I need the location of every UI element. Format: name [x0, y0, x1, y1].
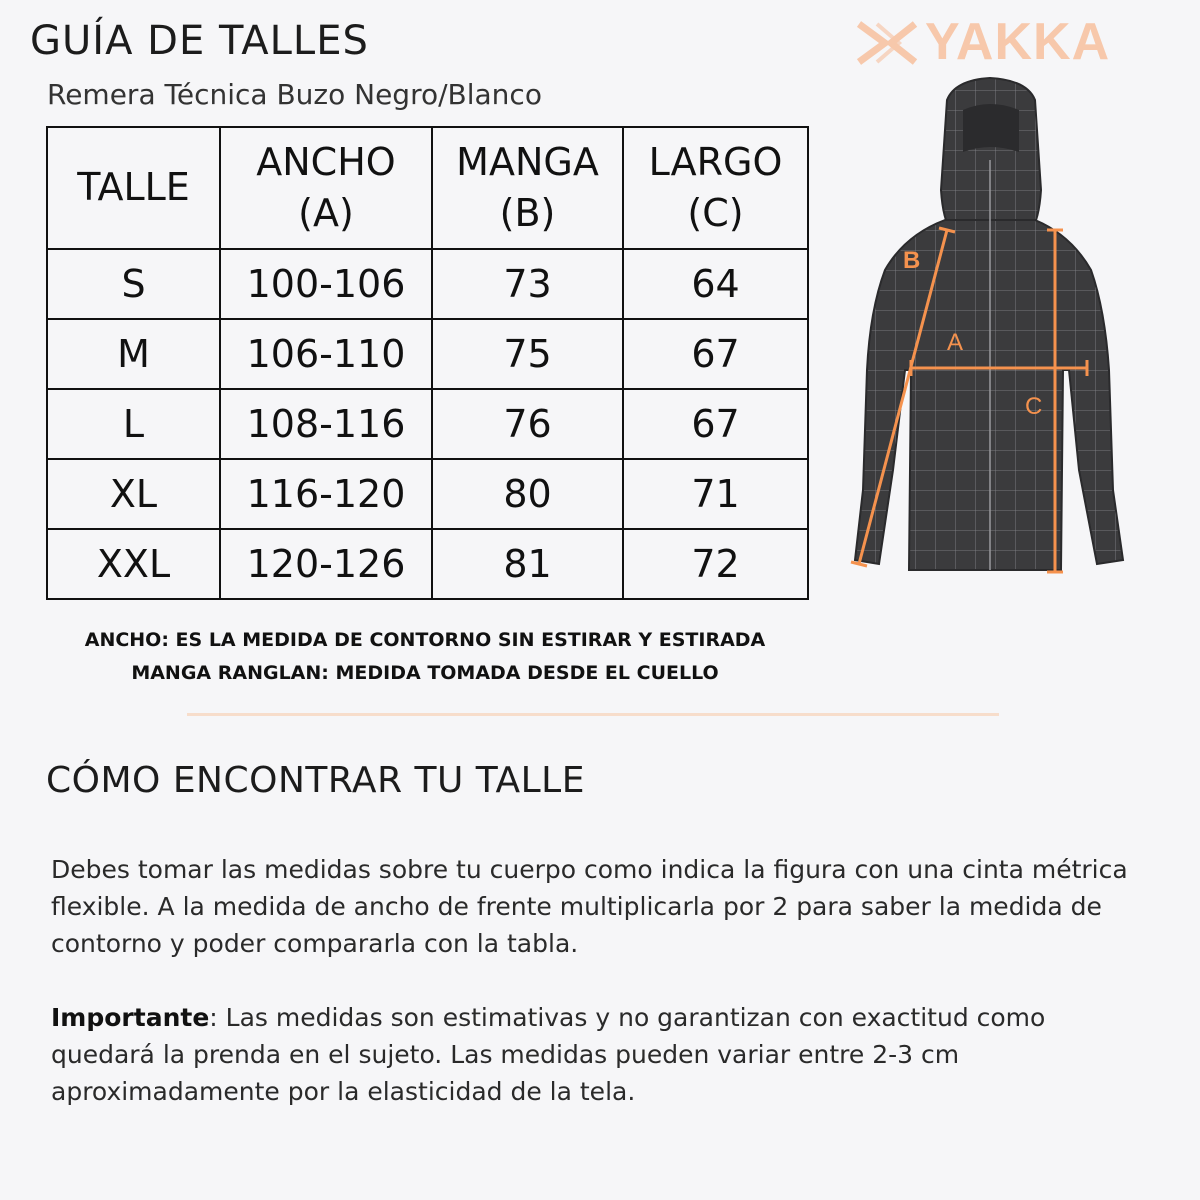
- header-largo: LARGO (C): [623, 127, 808, 249]
- cell-ancho: 116-120: [220, 459, 432, 529]
- note-ancho: ANCHO: ES LA MEDIDA DE CONTORNO SIN ESTIRAR Y ESTIRADA: [84, 629, 766, 651]
- table-row: [47, 389, 808, 459]
- important-paragraph: [51, 999, 1151, 1110]
- cell-size: XL: [47, 459, 220, 529]
- cell-largo: 64: [623, 249, 808, 319]
- cell-manga: 81: [432, 529, 623, 599]
- brand-name: YAKKA: [925, 13, 1111, 71]
- cell-size: S: [47, 249, 220, 319]
- cell-manga: 73: [432, 249, 623, 319]
- table-row: [47, 459, 808, 529]
- table-row: [47, 529, 808, 599]
- cell-manga: 76: [432, 389, 623, 459]
- cell-largo: 67: [623, 389, 808, 459]
- cell-size: M: [47, 319, 220, 389]
- label-a: A: [947, 329, 964, 356]
- label-b: B: [903, 247, 921, 274]
- cell-manga: 75: [432, 319, 623, 389]
- instructions-paragraph: Debes tomar las medidas sobre tu cuerpo como indica la figura con una cinta métrica flexible. A la medida de ancho de frente multiplicarla por 2 para saber la medida de contorno y poder compararla con la tabla.: [51, 855, 1128, 958]
- hoodie-body: [855, 220, 1123, 570]
- cell-largo: 67: [623, 319, 808, 389]
- header-manga: MANGA (B): [432, 127, 623, 249]
- cell-manga: 80: [432, 459, 623, 529]
- header-ancho: ANCHO (A): [220, 127, 432, 249]
- important-label: Importante: [51, 1003, 210, 1032]
- cell-ancho: 108-116: [220, 389, 432, 459]
- header-talle: TALLE: [47, 127, 220, 249]
- cell-largo: 72: [623, 529, 808, 599]
- table-header-row: [47, 127, 808, 249]
- product-subtitle: Remera Técnica Buzo Negro/Blanco: [47, 78, 542, 111]
- label-c: C: [1025, 393, 1043, 420]
- page-title: GUÍA DE TALLES: [30, 18, 369, 64]
- note-manga: MANGA RANGLAN: MEDIDA TOMADA DESDE EL CUELLO: [131, 662, 719, 684]
- brand-logo: [855, 13, 1147, 71]
- cell-size: L: [47, 389, 220, 459]
- cell-ancho: 100-106: [220, 249, 432, 319]
- cell-ancho: 106-110: [220, 319, 432, 389]
- hoodie-measurement-figure: [835, 70, 1145, 590]
- table-notes: [0, 624, 850, 690]
- section-title: CÓMO ENCONTRAR TU TALLE: [46, 760, 585, 801]
- logo-x-mark-icon: [855, 18, 925, 68]
- cell-ancho: 120-126: [220, 529, 432, 599]
- cell-largo: 71: [623, 459, 808, 529]
- table-row: [47, 319, 808, 389]
- cell-size: XXL: [47, 529, 220, 599]
- section-divider: [187, 713, 999, 716]
- size-table: [46, 126, 809, 600]
- important-text: : Las medidas son estimativas y no garantizan con exactitud como quedará la prenda en el sujeto. Las medidas pueden variar entre 2-3 cm aproximadamente por la elasticidad de la tela.: [51, 1003, 1046, 1106]
- hoodie-hood: [941, 78, 1041, 230]
- table-row: [47, 249, 808, 319]
